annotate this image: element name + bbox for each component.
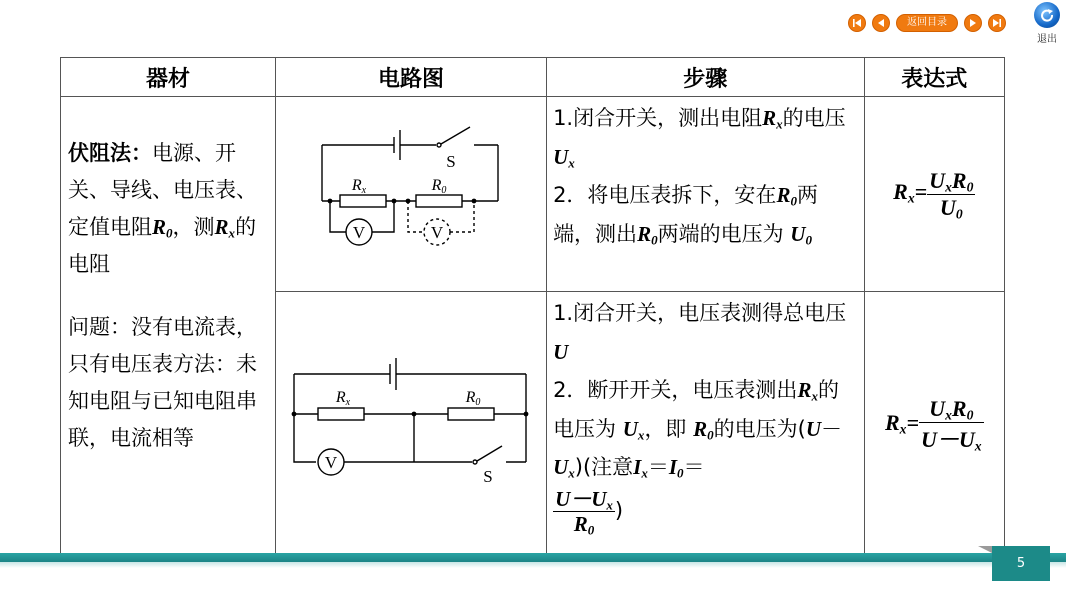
skip-first-icon	[852, 18, 862, 28]
table-header-row	[61, 58, 1005, 97]
page-corner-decoration	[978, 546, 992, 553]
prev-icon	[876, 18, 886, 28]
voltmeter-label: V	[352, 223, 366, 242]
switch-label: S	[446, 152, 456, 171]
circuit-2-svg	[276, 292, 546, 554]
steps-cell-1	[547, 97, 864, 292]
header-steps: 步骤	[547, 58, 864, 97]
page-number: 5	[992, 546, 1050, 581]
header-apparatus: 器材	[61, 58, 276, 97]
steps-cell-2	[547, 292, 864, 559]
prev-page-button[interactable]	[872, 14, 890, 32]
header-circuit: 电路图	[276, 58, 547, 97]
method-text: 方法：未知电阻与已知电阻串联，电流相等	[68, 352, 257, 450]
circuit-1-svg	[276, 97, 546, 287]
step-2: 2．断开开关，电压表测出$R_x$的电压为 $U_x$，即 $R_0$的电压为$(U-U_x)$(注意$I_x=I_0=$	[553, 378, 843, 481]
next-icon	[968, 18, 978, 28]
bottom-strip	[0, 562, 1066, 568]
skip-last-icon	[992, 18, 1002, 28]
formula-1: $R_x=$ $\frac{U_xR_0}{U_0}$	[893, 167, 974, 221]
r0-label: R0	[431, 177, 447, 196]
table-row	[61, 97, 1005, 292]
switch-label: S	[483, 467, 493, 486]
apparatus-list: 电源、开关、导线、电压表、定值电阻	[68, 141, 257, 239]
step-1: 1.闭合开关，测出电阻$R_x$的电压 $U_x$	[553, 106, 846, 170]
formula-cell-1	[864, 97, 1004, 292]
circuit-diagram-2	[276, 292, 547, 559]
return-toc-button[interactable]: 返回目录	[896, 14, 958, 32]
measurement-table	[60, 57, 1005, 559]
bottom-bar	[0, 553, 1066, 562]
method-label: 伏阻法：	[68, 141, 152, 165]
exit-icon	[1034, 2, 1060, 28]
circuit-diagram-1	[276, 97, 547, 292]
last-page-button[interactable]	[988, 14, 1006, 32]
problem-text: 问题：没有电流表，只有电压表	[68, 315, 257, 376]
formula-cell-2	[864, 292, 1004, 559]
exit-button[interactable]	[1032, 2, 1062, 45]
rx-label: Rx	[335, 389, 351, 408]
apparatus-para2	[68, 309, 269, 457]
step-2: 2．将电压表拆下，安在$R_0$两端，测出$R_0$两端的电压为 $U_0$	[553, 183, 818, 247]
exit-label: 退出	[1037, 34, 1057, 45]
first-page-button[interactable]	[848, 14, 866, 32]
apparatus-para1: 伏阻法：电源、开关、导线、电压表、定值电阻$R_0$，测$R_x$的电阻	[68, 141, 257, 276]
header-expression: 表达式	[864, 58, 1004, 97]
top-nav	[848, 12, 1006, 34]
voltmeter-dashed-label: V	[430, 223, 444, 242]
step-2-fraction: $\frac{U-U_x}{R_0}$ )	[555, 486, 624, 537]
r0-label: R0	[465, 389, 481, 408]
voltmeter-label: V	[324, 453, 338, 472]
rx-label: Rx	[351, 177, 367, 196]
apparatus-cell	[61, 97, 276, 559]
next-page-button[interactable]	[964, 14, 982, 32]
step-1: 1.闭合开关，电压表测得总电压 U	[553, 301, 847, 364]
formula-2: $R_x=$ $\frac{U_xR_0}{U-U_x}$	[884, 396, 982, 454]
